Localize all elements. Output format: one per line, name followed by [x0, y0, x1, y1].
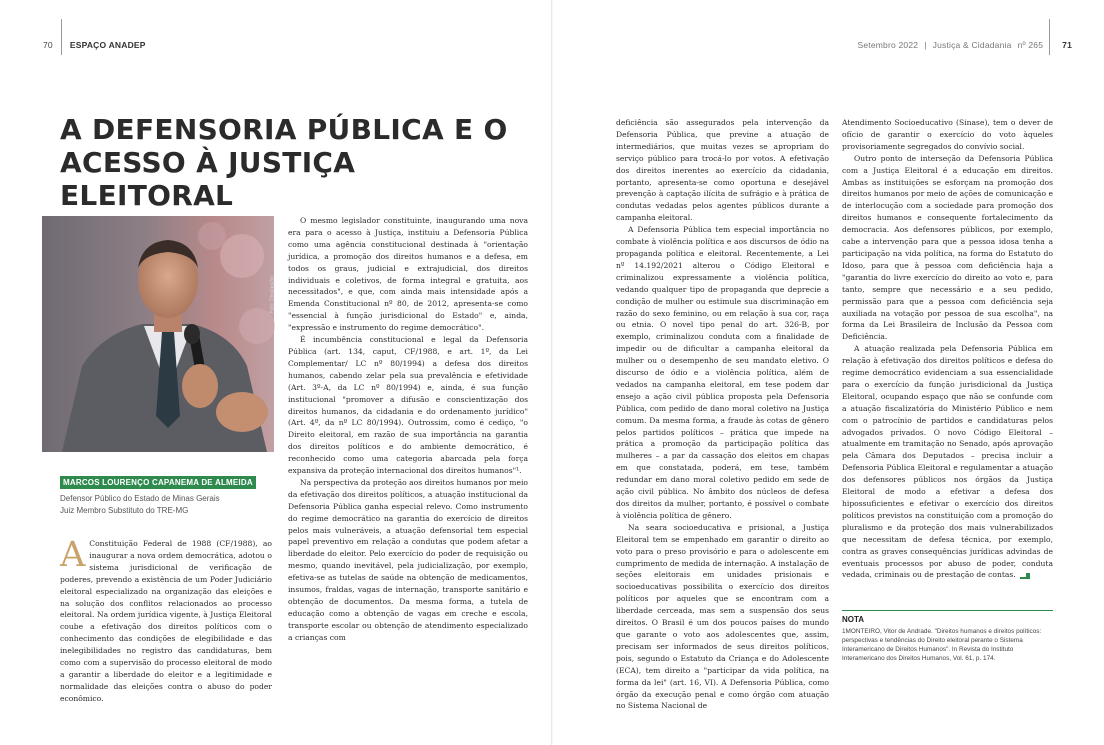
paragraph-9: Outro ponto de interseção da Defensoria Pública com a Justiça Eleitoral é a educação em direitos. Ambas as instituições se esforçam na promoção dos direitos humanos por meio de ações de comunicação e de interlocução com a sociedade para promoção dos direitos humanos e consequente fortalecimento da democracia. Aos defensores públicos, por exemplo, cabe a intervenção para que a pessoa idosa tenha a participação na vida política, na forma do Estatuto do Idoso, para que à pessoa com deficiência haja a "garantia do livre exercício do direito ao voto e, para tanto, sempre que necessário e a seu pedido, permissão para que a pessoa com deficiência seja auxiliada na votação por pessoa de sua escolha", na forma da Lei Brasileira de Inclusão da Pessoa com Deficiência.	[842, 153, 1053, 342]
author-photo	[42, 216, 274, 452]
author-caption	[60, 476, 256, 517]
column-4	[842, 117, 1053, 581]
paragraph-4: Na perspectiva da proteção aos direitos humanos por meio da efetivação dos direitos políticos, a atuação institucional da Defensoria Pública ganha especial relevo. Como instrumento do regime democrático na garantia do exercício de direitos pelos mais vulneráveis, a atuação defensorial tem especial papel preventivo em relação a condutas que podem afetar a liberdade do eleitor. Pelo exercício do poder de requisição ou mesmo, quando inevitável, pela judicialização, por exemplo, efetiva-se as tutelas de saúde na obtenção de medicamentos, insumos, fraldas, vagas de internação, transporte sanitário e obtenção de documentos. Da mesma forma, a tutela de educação como a obtenção de vagas em creche e escola, transporte escolar ou obtenção de atendimento especializado a crianças com	[288, 477, 528, 642]
right-page-header	[857, 27, 1072, 63]
footnote-heading: NOTA	[842, 615, 865, 624]
paragraph-1-text: Constituição Federal de 1988 (CF/1988), ao inaugurar a nova ordem democrática, adotou o sistema jurisdicional de verificação de poderes, prevendo a existência de um Poder Judiciário eleitoral especializado na organização das eleições e na solução dos conflitos relacionados ao processo eleitoral. Na ordem jurídica vigente, à Justiça Eleitoral coube a efetivação dos direitos políticos com o conhecimento das condições de elegibilidade e das inelegibilidades no registro das candidaturas, bem como com a supervisão do processo eleitoral de modo a garantir a liberdade do eleitor e a legitimidade e normalidade das eleições contra o abuso do poder econômico.	[60, 539, 272, 703]
drop-cap: A	[60, 535, 86, 575]
header-divider-right	[1049, 19, 1050, 55]
author-role-2: Juiz Membro Substituto do TRE-MG	[60, 506, 189, 515]
author-name: MARCOS LOURENÇO CAPANEMA DE ALMEIDA	[60, 476, 256, 489]
paragraph-10	[842, 343, 1053, 581]
paragraph-5: deficiência são assegurados pela intervenção da Defensoria Pública, que previne a atuação de intermediários, que muitas vezes se apropriam do serviço público para trocá-lo por votos. A efetivação dos direitos inerentes ao exercício da cidadania, portanto, apresenta-se como oportuna e desejável prevenção à captação ilícita de sufrágio e à prática de condutas vedadas pelos agentes públicos durante a campanha eleitoral.	[616, 118, 829, 223]
paragraph-2: O mesmo legislador constituinte, inaugurando uma nova era para o acesso à Justiça, instituiu a Defensoria Pública como uma agência constitucional destinada à "orientação jurídica, a promoção dos direitos humanos e a defesa, em todos os graus, judicial e extrajudicial, dos direitos individuais e coletivos, de forma integral e gratuita, aos necessitados", e que, com ainda mais intensidade após a Emenda Constitucional nº 80, de 2012, apresenta-se como "essencial à função jurisdicional do Estado" e, ainda, "expressão e instrumento do regime democrático".	[288, 216, 528, 333]
left-page-number: 70	[43, 40, 53, 50]
column-1	[60, 535, 272, 705]
article-title	[60, 113, 530, 212]
footnote-box	[842, 610, 1053, 663]
end-mark-icon	[1020, 571, 1030, 579]
author-portrait-illustration	[42, 216, 274, 452]
author-role-1: Defensor Público do Estado de Minas Gerais	[60, 494, 220, 503]
issue-number: nº 265	[1017, 40, 1044, 50]
paragraph-10-text: A atuação realizada pela Defensoria Pública em relação à efetivação dos direitos políticos e defesa do regime democrático evidenciam a sua essencialidade para o exercício da função jurisdicional da Justiça Eleitoral, ocupando espaço que não se confunde com a atuação fiscalizatória do Ministério Público e nem com o patrocínio de partidos e candidaturas pelos advogados privados. O novo Código Eleitoral – atualmente em tramitação no Senado, após aprovação pela Câmara dos Deputados – precisa incluir a Defensoria Pública Eleitoral e regulamentar a atuação dos defensores públicos nos órgãos da Justiça Eleitoral de modo a efetivar a defesa dos hipossuficientes e efetivar o exercício dos direitos políticos previstos na constituição com a promoção do pluralismo e da proteção dos mais vulnerabilizados que necessitam de defesa técnica, por exemplo, contra as graves consequências jurídicas advindas de eventuais processos por abuso de poder, conduta vedada, criminais ou de prestação de contas.	[842, 344, 1053, 580]
publication-name: Justiça & Cidadania	[932, 40, 1012, 50]
section-name: ESPAÇO ANADEP	[69, 40, 146, 50]
photo-credit: Foto: Divulgação	[270, 276, 276, 314]
title-line-1: A DEFENSORIA PÚBLICA E O	[60, 113, 508, 146]
paragraph-3: É incumbência constitucional e legal da Defensoria Pública (art. 134, caput, CF/1988, e art. 1º, da Lei Complementar/ LC nº 80/1994) a defesa dos direitos humanos, cabendo zelar pela sua prevalência e efetividade (Art. 3º-A, da LC nº 80/1994) e, ainda, é sua função institucional "promover a difusão e conscientização dos direitos humanos, da cidadania e do ordenamento jurídico" (Art. 4º, da nº LC 80/1994). Outrossim, como é cediço, "o Direito eleitoral, em razão de sua importância na garantia dos direitos políticos e do ambiente democrático, é reconhecido como uma categoria abarcada pela força expansiva da proteção internacional dos direitos humanos"¹.	[288, 335, 528, 476]
right-page-number: 71	[1062, 40, 1072, 50]
paragraph-6: A Defensoria Pública tem especial importância no combate à violência política e aos discursos de ódio na propaganda política e eleitoral. Recentemente, a Lei nº 14.192/2021 alterou o Código Eleitoral e criminalizou expressamente a violência política, vedando qualquer tipo de propaganda que deprecie a condição de mulher ou estimule sua discriminação em razão do sexo feminino, ou em relação à sua cor, raça ou etnia. O novel tipo penal do art. 326-B, por exemplo, criminalizou conduta com a finalidade de impedir ou de dificultar a campanha eleitoral da mulher ou o desempenho de seu mandato eletivo. O discurso de ódio e a violência política, além de vedados na campanha eleitoral, em tese podem dar ensejo a ação civil pública proposta pela Defensoria Pública, com pedido de dano moral coletivo na Justiça comum. Da mesma forma, a fraude às cotas de gênero pelos partidos políticos – prática que impede na prática a promoção da participação política das mulheres – a par da cassação dos eleitos em chapas em que constatada, poderá, em tese, também redundar em dano moral coletivo pedido em sede de ação civil pública. No âmbito dos núcleos de defesa dos direitos da mulher, portanto, é possível o combate à violência política de gênero.	[616, 225, 829, 520]
header-pipe: |	[924, 40, 927, 50]
paragraph-7: Na seara socioeducativa e prisional, a Justiça Eleitoral tem se empenhado em garantir o direito ao voto para o preso provisório e para o adolescente em cumprimento de medida de internação. A instalação de seções eleitorais em unidades prisionais e socioeducativas possibilita o exercício dos direitos políticos por aqueles que se encontram com a liberdade cerceada, mas sem a suspensão dos seus direitos. O Brasil é um dos poucos países do mundo que garante o voto aos adolescentes que, assim, precisam ser informados de seus direitos políticos, pois, segundo o Estatuto da Criança e do Adolescente (ECA), tem direito a "participar da vida política, na forma da lei" (art. 16, VI). A Defensoria Pública, como órgão da execução penal e como órgão com atuação no Sistema Nacional de	[616, 522, 829, 711]
page-gutter	[551, 0, 553, 745]
left-page-header	[43, 27, 146, 63]
paragraph-8: Atendimento Socioeducativo (Sinase), tem o dever de ofício de garantir o exercício do voto àqueles provisoriamente segregados do convívio social.	[842, 118, 1053, 151]
title-line-2: ACESSO À JUSTIÇA ELEITORAL	[60, 146, 356, 212]
footnote-text: 1MONTEIRO, Vitor de Andrade. "Direitos humanos e direitos políticos: perspectivas e tendências do Direito eleitoral perante o Sistema Interamericano de Direitos Humanos". In Revista do Instituto Interamericano dos Direitos Humanos, Vol. 61, p. 174.	[842, 628, 1042, 662]
paragraph-1	[60, 535, 272, 705]
column-2	[288, 215, 528, 644]
header-divider	[61, 19, 62, 55]
column-3	[616, 117, 829, 712]
issue-date: Setembro 2022	[857, 40, 919, 50]
